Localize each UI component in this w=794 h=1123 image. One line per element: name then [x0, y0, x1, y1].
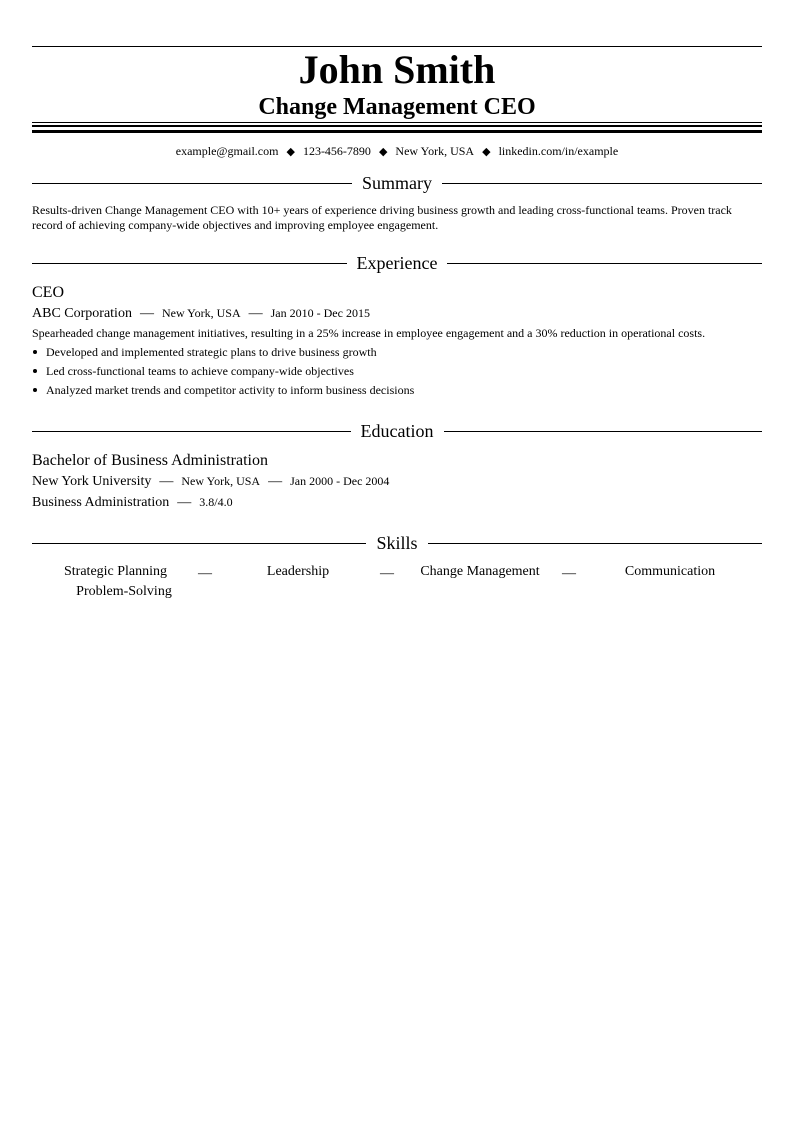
bullet-text: Developed and implemented strategic plans to drive business growth	[46, 345, 377, 359]
list-item	[32, 344, 762, 363]
school-location: New York, USA	[181, 474, 261, 488]
skill-item: Change Management	[420, 564, 540, 579]
job-company: ABC Corporation	[32, 306, 132, 321]
heading-rule-right	[428, 543, 762, 544]
heading-rule-right	[444, 431, 763, 432]
diamond-separator-icon: ◆	[378, 146, 388, 158]
experience-heading: Experience	[356, 253, 438, 273]
education-meta	[32, 472, 389, 491]
bullet-icon	[33, 350, 37, 354]
header-rule	[32, 130, 762, 133]
diamond-separator-icon: ◆	[482, 146, 491, 158]
contact-phone[interactable]: 123-456-7890	[302, 144, 371, 158]
skill-item: Communication	[624, 564, 716, 579]
dash-separator: —	[248, 306, 263, 321]
dash-separator: —	[268, 474, 283, 489]
summary-text: Results-driven Change Management CEO with 10+ years of experience driving business growth and leading cross-functional teams. Proven track record of achieving company-wide objectives and improving employee engagement.	[32, 203, 732, 232]
heading-rule-right	[442, 183, 762, 184]
experience-section-heading	[32, 252, 762, 274]
contact-line	[32, 143, 762, 160]
list-item	[32, 382, 762, 401]
heading-rule-left	[32, 263, 347, 264]
bullet-text: Analyzed market trends and competitor activity to inform business decisions	[46, 383, 415, 397]
field-of-study: Business Administration	[32, 495, 170, 510]
candidate-title: Change Management CEO	[258, 94, 536, 120]
school-name: New York University	[32, 474, 152, 489]
contact-location: New York, USA	[395, 144, 475, 158]
dash-separator: —	[380, 566, 394, 581]
job-title: CEO	[32, 284, 64, 301]
dash-separator: —	[562, 566, 576, 581]
skills-section-heading	[32, 532, 762, 554]
heading-rule-right	[447, 263, 762, 264]
bullet-icon	[33, 388, 37, 392]
skill-item: Problem-Solving	[76, 584, 172, 599]
list-item	[32, 363, 762, 382]
heading-rule-left	[32, 183, 352, 184]
degree-title: Bachelor of Business Administration	[32, 452, 268, 469]
education-section-heading	[32, 420, 762, 442]
skill-item: Leadership	[266, 564, 330, 579]
summary-heading: Summary	[362, 173, 432, 193]
job-meta	[32, 304, 370, 323]
dash-separator: —	[159, 474, 174, 489]
header-rule	[32, 122, 762, 123]
summary-section-heading	[32, 172, 762, 194]
school-dates: Jan 2000 - Dec 2004	[290, 474, 390, 488]
heading-rule-left	[32, 543, 366, 544]
skill-item: Strategic Planning	[64, 564, 168, 579]
header-rule	[32, 125, 762, 127]
job-location: New York, USA	[161, 306, 241, 320]
job-dates: Jan 2010 - Dec 2015	[270, 306, 370, 320]
diamond-separator-icon: ◆	[286, 146, 295, 158]
gpa: 3.8/4.0	[199, 495, 233, 509]
dash-separator: —	[198, 566, 212, 581]
education-field-line	[32, 493, 233, 512]
job-description: Spearheaded change management initiatives, resulting in a 25% increase in employee engagement and a 30% reduction in operational costs.	[32, 326, 706, 340]
candidate-name: John Smith	[298, 47, 496, 92]
bullet-icon	[33, 369, 37, 373]
dash-separator: —	[139, 306, 154, 321]
heading-rule-left	[32, 431, 351, 432]
contact-linkedin[interactable]: linkedin.com/in/example	[498, 144, 619, 158]
education-heading: Education	[360, 421, 434, 441]
job-bullets	[32, 344, 762, 401]
dash-separator: —	[177, 495, 192, 510]
bullet-text: Led cross-functional teams to achieve company-wide objectives	[46, 364, 354, 378]
skills-heading: Skills	[376, 533, 418, 553]
contact-email[interactable]: example@gmail.com	[175, 144, 279, 158]
